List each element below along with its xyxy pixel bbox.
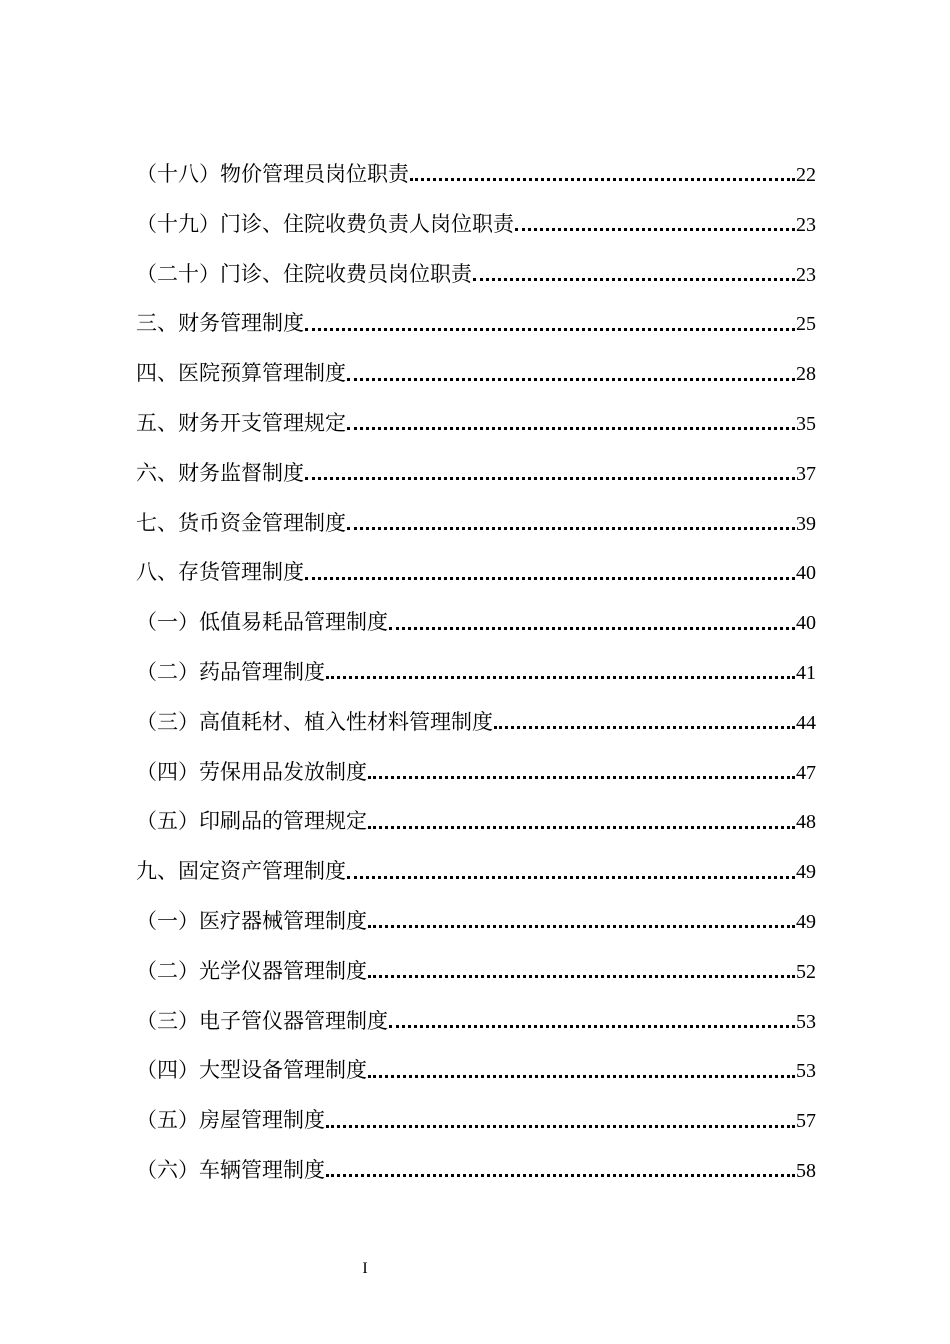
- toc-dot-leader: [326, 674, 795, 679]
- toc-entry[interactable]: [136, 897, 816, 947]
- toc-entry-title: 九、固定资产管理制度: [136, 859, 346, 884]
- toc-dot-leader: [368, 973, 795, 978]
- toc-dot-leader: [368, 923, 795, 928]
- toc-entry-page: 23: [796, 263, 816, 286]
- toc-entry-page: 58: [796, 1159, 816, 1182]
- toc-entry-title: （十八）物价管理员岗位职责: [136, 162, 409, 186]
- toc-entry[interactable]: [136, 997, 816, 1047]
- toc-entry[interactable]: [136, 399, 816, 449]
- toc-entry-page: 53: [796, 1010, 816, 1033]
- toc-entry-title: 六、财务监督制度: [136, 460, 304, 485]
- toc-dot-leader: [410, 176, 795, 181]
- toc-entry-title: （二十）门诊、住院收费员岗位职责: [136, 261, 472, 286]
- toc-dot-leader: [368, 774, 795, 779]
- toc-entry[interactable]: [136, 349, 816, 399]
- toc-entry-title: （五）房屋管理制度: [136, 1108, 325, 1133]
- toc-entry-page: 52: [796, 960, 816, 983]
- toc-entry-page: 57: [796, 1110, 816, 1133]
- toc-dot-leader: [494, 724, 795, 729]
- toc-entry-page: 23: [796, 213, 816, 236]
- toc-entry-page: 40: [796, 612, 816, 635]
- toc-entry[interactable]: [136, 847, 816, 897]
- toc-dot-leader: [368, 824, 795, 829]
- toc-entry-page: 37: [796, 462, 816, 485]
- toc-entry[interactable]: [136, 250, 816, 300]
- toc-dot-leader: [347, 874, 795, 879]
- toc-entry-title: 四、医院预算管理制度: [136, 361, 346, 386]
- toc-dot-leader: [347, 376, 795, 381]
- toc-entry[interactable]: [136, 499, 816, 549]
- toc-entry-title: 八、存货管理制度: [136, 560, 304, 585]
- toc-entry[interactable]: [136, 1146, 816, 1196]
- toc-entry-page: 28: [796, 363, 816, 386]
- toc-dot-leader: [515, 226, 795, 231]
- toc-entry[interactable]: [136, 748, 816, 798]
- toc-dot-leader: [326, 1172, 795, 1177]
- toc-entry[interactable]: [136, 648, 816, 698]
- toc-entry-page: 47: [796, 761, 816, 784]
- toc-entry-page: 44: [796, 711, 816, 734]
- toc-entry-page: 49: [796, 910, 816, 933]
- toc-entry-title: （四）大型设备管理制度: [136, 1058, 367, 1083]
- toc-entry[interactable]: [136, 150, 816, 200]
- toc-entry[interactable]: [136, 698, 816, 748]
- toc-entry[interactable]: [136, 1096, 816, 1146]
- toc-dot-leader: [305, 475, 795, 480]
- toc-entry[interactable]: [136, 548, 816, 598]
- toc-entry-title: （二）药品管理制度: [136, 659, 325, 684]
- toc-entry-page: 22: [796, 164, 816, 186]
- toc-entry-title: （十九）门诊、住院收费负责人岗位职责: [136, 211, 514, 236]
- toc-dot-leader: [389, 625, 795, 630]
- toc-entry-title: （一）低值易耗品管理制度: [136, 610, 388, 635]
- toc-entry-title: （三）高值耗材、植入性材料管理制度: [136, 709, 493, 734]
- toc-entry[interactable]: [136, 299, 816, 349]
- toc-entry[interactable]: [136, 797, 816, 847]
- toc-entry-title: （一）医疗器械管理制度: [136, 908, 367, 933]
- toc-entry-title: （六）车辆管理制度: [136, 1157, 325, 1182]
- toc-entry-page: 40: [796, 562, 816, 585]
- toc-entry-page: 48: [796, 811, 816, 834]
- table-of-contents: [136, 150, 816, 1196]
- toc-dot-leader: [368, 1073, 795, 1078]
- toc-entry-title: 三、财务管理制度: [136, 311, 304, 336]
- toc-entry-title: 七、货币资金管理制度: [136, 510, 346, 535]
- toc-entry[interactable]: [136, 947, 816, 997]
- toc-dot-leader: [347, 425, 795, 430]
- toc-entry-page: 25: [796, 313, 816, 336]
- toc-entry-title: （四）劳保用品发放制度: [136, 759, 367, 784]
- toc-entry[interactable]: [136, 200, 816, 250]
- toc-entry-title: （二）光学仪器管理制度: [136, 958, 367, 983]
- toc-entry[interactable]: [136, 449, 816, 499]
- toc-entry-title: （三）电子管仪器管理制度: [136, 1008, 388, 1033]
- toc-entry[interactable]: [136, 598, 816, 648]
- toc-dot-leader: [389, 1023, 795, 1028]
- toc-entry-page: 35: [796, 412, 816, 435]
- toc-entry-page: 49: [796, 861, 816, 884]
- page-number: I: [362, 1260, 368, 1277]
- toc-dot-leader: [326, 1123, 795, 1128]
- toc-entry-title: （五）印刷品的管理规定: [136, 809, 367, 834]
- toc-dot-leader: [347, 525, 795, 530]
- toc-entry[interactable]: [136, 1046, 816, 1096]
- toc-entry-page: 39: [796, 512, 816, 535]
- toc-entry-title: 五、财务开支管理规定: [136, 410, 346, 435]
- toc-dot-leader: [305, 326, 795, 331]
- toc-entry-page: 41: [796, 661, 816, 684]
- toc-dot-leader: [305, 575, 795, 580]
- toc-dot-leader: [473, 276, 795, 281]
- toc-entry-page: 53: [796, 1060, 816, 1083]
